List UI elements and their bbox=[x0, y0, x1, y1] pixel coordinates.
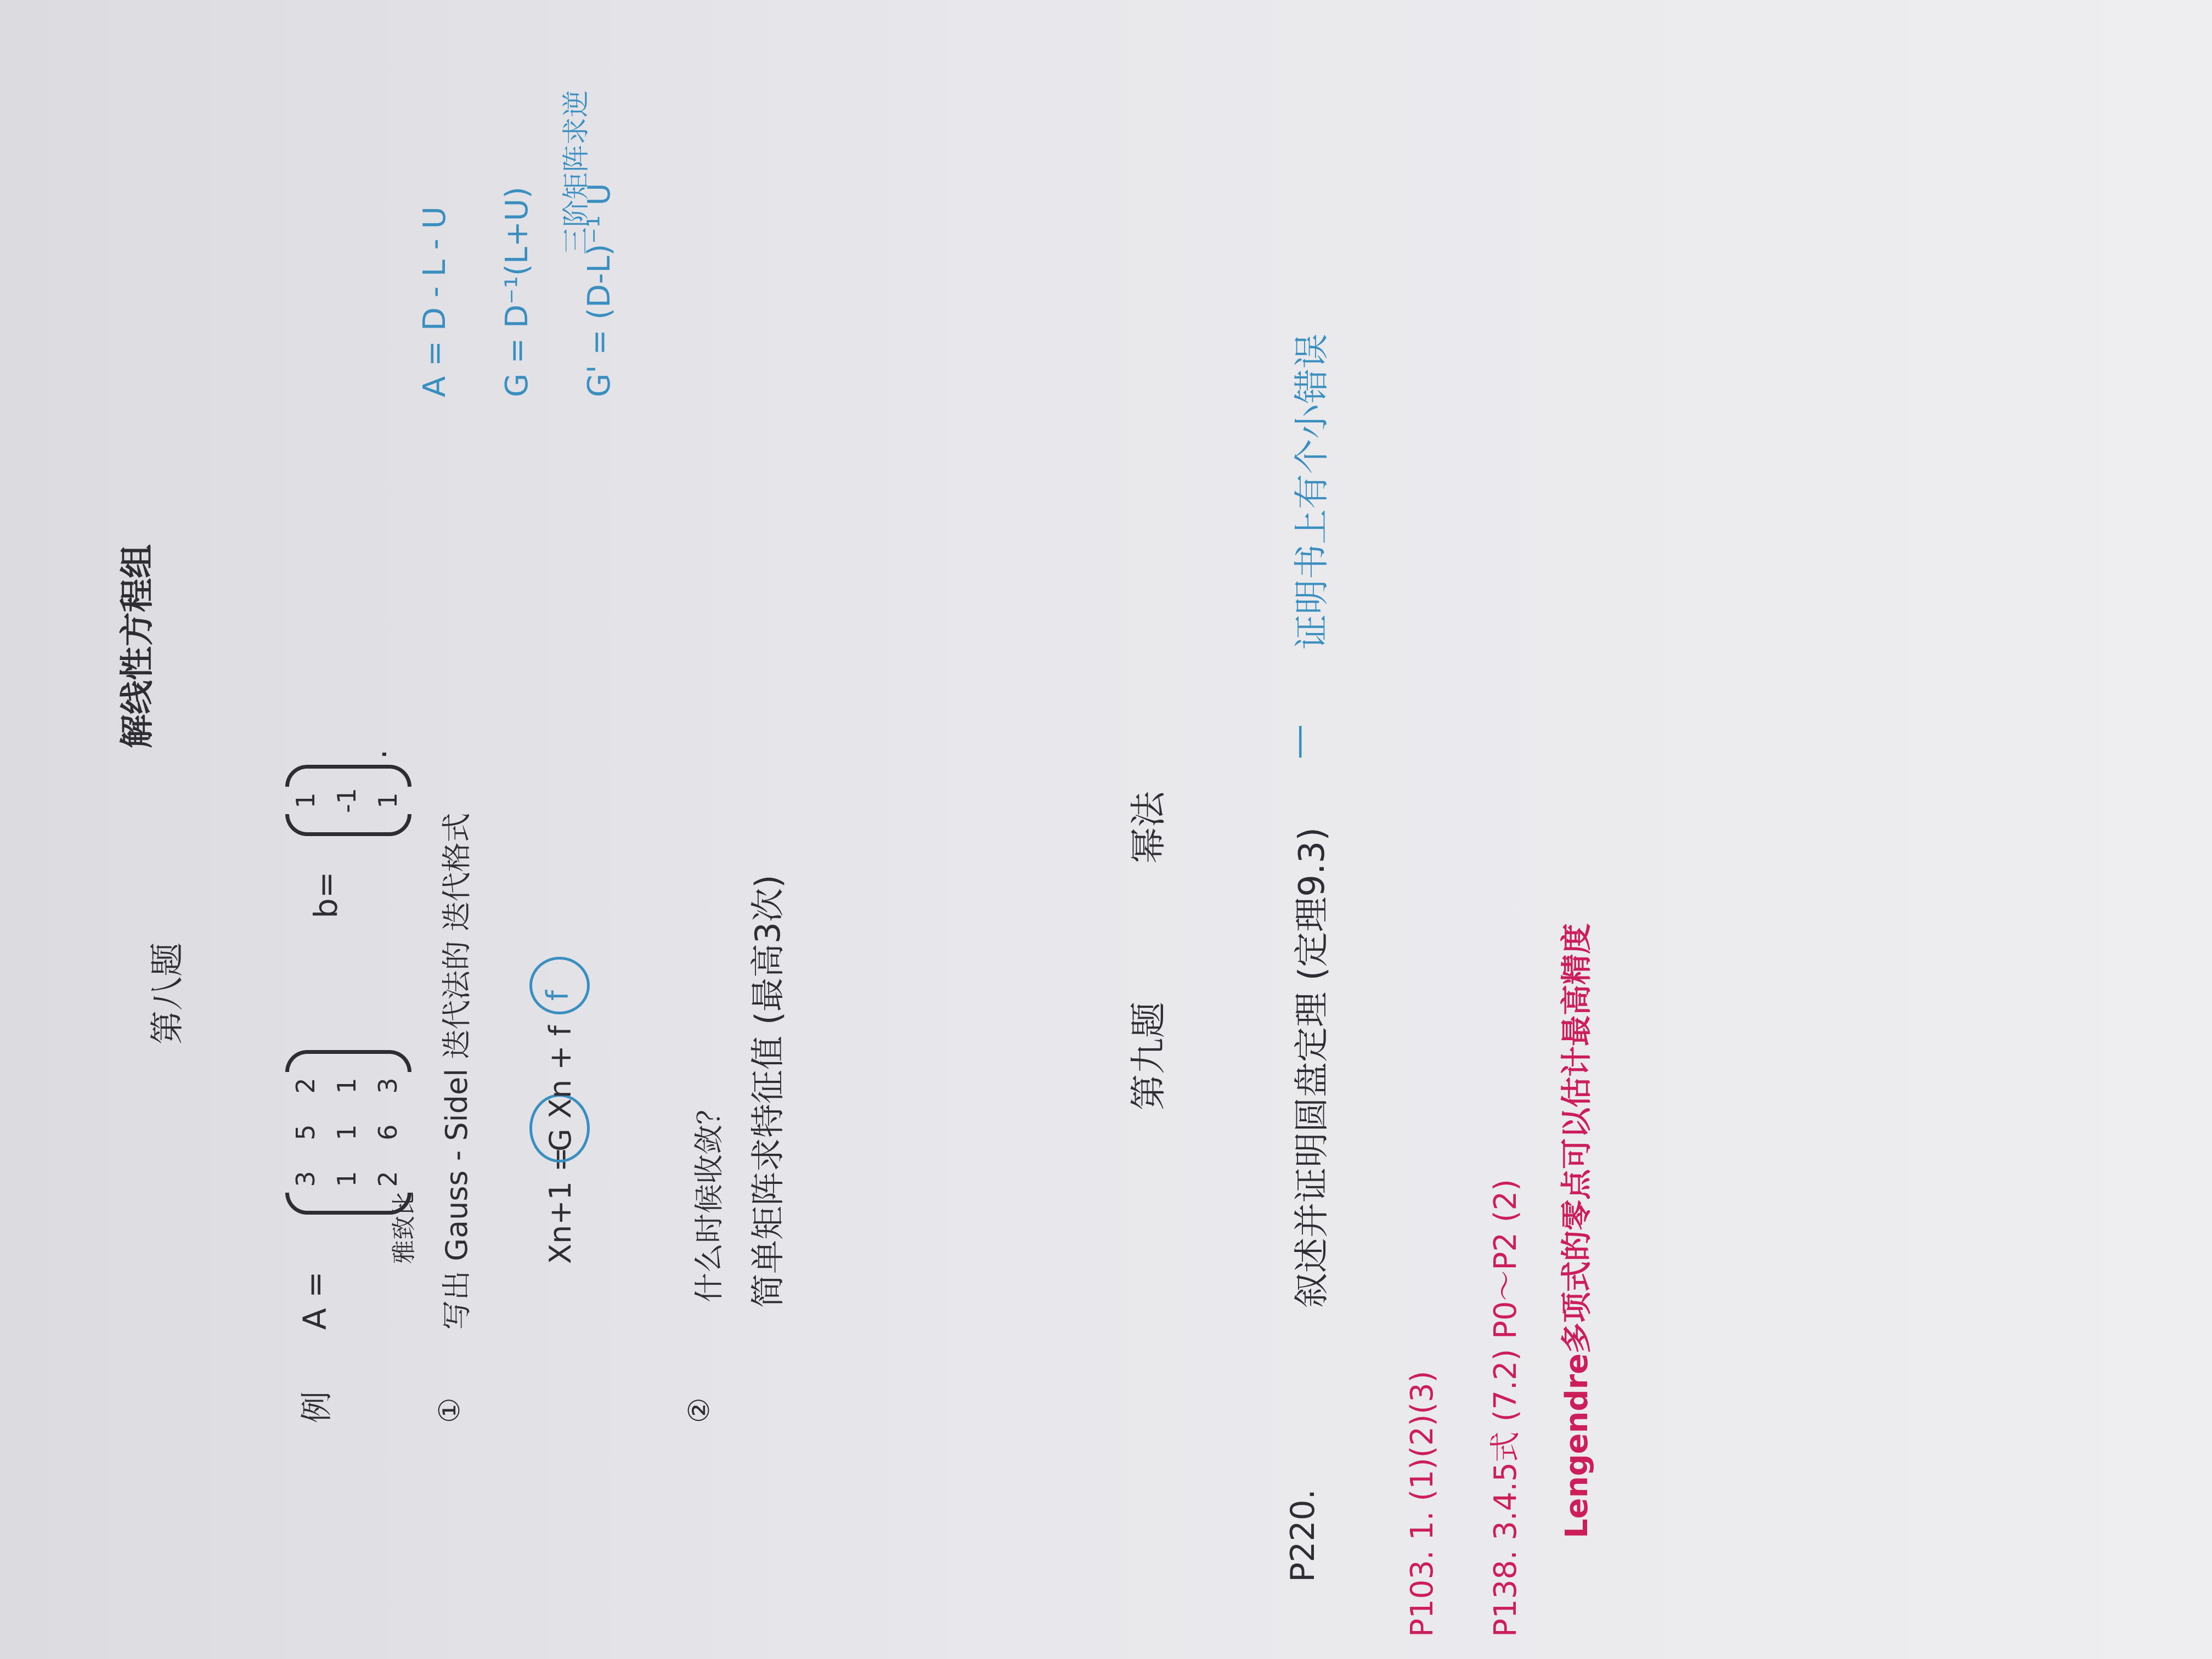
q2-subtext: 简单矩阵求特征值 (最高3次) bbox=[748, 874, 788, 1308]
q1-number: ① bbox=[433, 1397, 466, 1423]
q1-formula-lhs: Xn+1 = bbox=[543, 1147, 578, 1264]
matrix-A bbox=[285, 1050, 411, 1215]
q1-formula-rest: Xn + f bbox=[543, 1025, 578, 1119]
side-note-line1: A = D - L - U bbox=[417, 206, 453, 397]
matrix-cell: 2 bbox=[291, 1077, 320, 1094]
vector-period: . bbox=[357, 749, 394, 759]
section2-title: 第九题 bbox=[1127, 1002, 1170, 1110]
topic-title: 解线性方程组 bbox=[117, 544, 157, 748]
matrix-cell: 3 bbox=[373, 1077, 403, 1094]
side-note-line3: G' = (D-L)⁻¹ U bbox=[582, 183, 617, 397]
q2-text: 什么时候收敛？ bbox=[692, 1095, 726, 1302]
vector-cell: 1 bbox=[373, 792, 403, 809]
ref-line1: P103. 1. (1)(2)(3) bbox=[1404, 1370, 1440, 1637]
matrix-cell: 2 bbox=[373, 1171, 403, 1187]
section2-topic: 幂法 bbox=[1127, 791, 1170, 864]
side-note-line2: G = D⁻¹(L+U) bbox=[499, 187, 535, 397]
q1-formula-G: G bbox=[543, 1128, 578, 1152]
vector-b bbox=[285, 765, 411, 836]
ref-line2: P138. 3.4.5式 (7.2) P0～P2 (2) bbox=[1488, 1178, 1523, 1637]
matrix-cell: 5 bbox=[291, 1124, 320, 1141]
q2-number: ② bbox=[683, 1397, 716, 1423]
ref-line3: Lengendre多项式的零点可以估计最高精度 bbox=[1559, 923, 1595, 1538]
p220-text: 叙述并证明圆盘定理 (定理9.3) bbox=[1292, 827, 1333, 1308]
q1-formula-f: f bbox=[540, 990, 575, 1001]
p220-page: P220. bbox=[1284, 1489, 1322, 1582]
formula-f-circle bbox=[529, 957, 590, 1014]
p220-comment: 证明书上有个小错误 bbox=[1292, 334, 1333, 650]
p220-dash: — bbox=[1278, 724, 1319, 759]
matrix-cell: 3 bbox=[291, 1171, 320, 1187]
matrix-cell: 1 bbox=[332, 1171, 362, 1187]
vector-b-label: b= bbox=[307, 871, 345, 918]
matrix-cell: 1 bbox=[332, 1077, 362, 1094]
vector-cell: 1 bbox=[291, 792, 320, 809]
matrix-a-label: A = bbox=[296, 1271, 334, 1330]
side-note-inverse: 三阶矩阵求逆 bbox=[560, 90, 592, 255]
example-label: 例 bbox=[298, 1391, 335, 1423]
q1-text: 写出 Gauss - Sidel 迭代法的 迭代格式 bbox=[439, 812, 474, 1330]
matrix-cell: 1 bbox=[332, 1124, 362, 1141]
vector-cell: -1 bbox=[332, 788, 362, 813]
q1-note: 雅致比 bbox=[390, 1192, 418, 1264]
section-title: 第八题 bbox=[147, 942, 187, 1045]
matrix-cell: 6 bbox=[373, 1124, 403, 1141]
